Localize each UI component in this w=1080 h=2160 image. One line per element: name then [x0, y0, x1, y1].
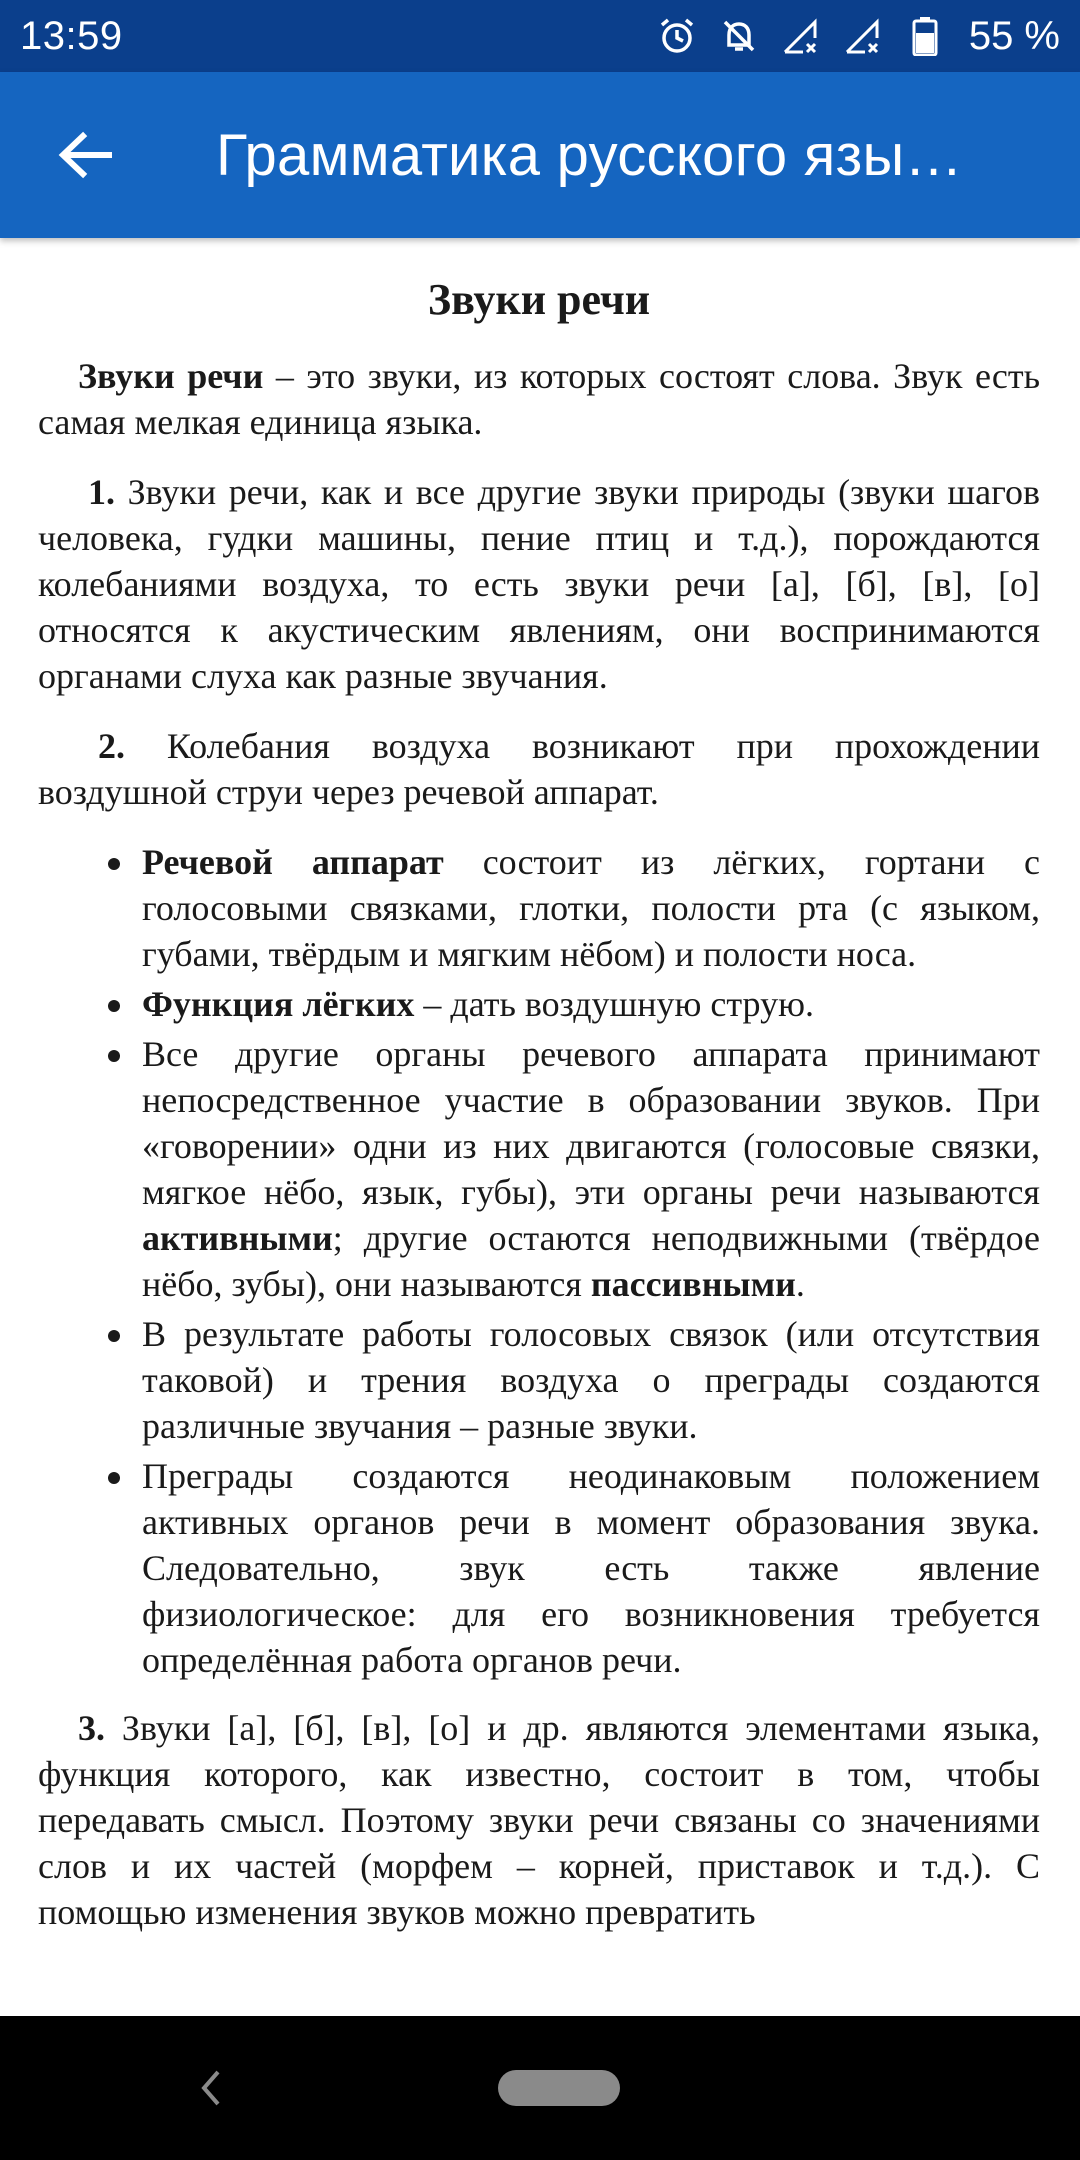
- app-bar: [0, 72, 1080, 238]
- bullet-dot-icon: [108, 1330, 120, 1342]
- bullet-dot-icon: [108, 1000, 120, 1012]
- paragraph-1-text: Звуки речи, как и все другие звуки природы (звуки шагов человека, гудки машины, пение птиц и т.д.), порождаются колебаниями воздуха, то есть звуки речи [а], [б], [в], [о] относятся к акустическим явлениям, они воспринимаются органами слуха как разные звучания.: [38, 472, 1040, 696]
- list-item-text: Преграды создаются неодинаковым положением активных органов речи в момент образования звука. Следовательно, звук есть также явление физиологическое: для его возникновения требуется определённая работа органов речи.: [142, 1456, 1040, 1680]
- paragraph-3: [38, 1705, 1040, 1935]
- bullet-list: [38, 839, 1040, 1683]
- list-item: [38, 839, 1040, 977]
- article-title: Звуки речи: [427, 275, 651, 324]
- status-bar: [0, 0, 1080, 72]
- paragraph-1: [38, 469, 1040, 699]
- intro-paragraph: [38, 353, 1040, 445]
- list-item-text: .: [795, 1264, 805, 1304]
- intro-text: – это звуки, из которых состоят слова. Звук есть самая мелкая единица языка.: [38, 356, 1040, 442]
- paragraph-2: [38, 723, 1040, 815]
- back-button[interactable]: [40, 110, 130, 200]
- battery-percentage: 55 %: [968, 13, 1060, 58]
- bullet-dot-icon: [108, 858, 120, 870]
- list-item-bold: Функция лёгких: [142, 984, 415, 1024]
- arrow-back-icon: [57, 130, 113, 180]
- status-icons: [655, 14, 1060, 59]
- list-item-text: ; другие остаются неподвижными (твёрдое нёбо, зубы), они называются: [142, 1218, 1040, 1304]
- alarm-icon: [655, 14, 699, 58]
- paragraph-1-number: 1.: [88, 472, 115, 512]
- list-item-text: состоит из лёгких, гортани с голосовыми связками, глотки, полости рта (с языком, губами, твёрдым и мягким нёбом) и полости носа.: [142, 842, 1040, 974]
- list-item-text: В результате работы голосовых связок (или отсутствия таковой) и трения воздуха о преграды создаются различные звучания – разные звуки.: [142, 1314, 1040, 1446]
- home-pill-icon[interactable]: [498, 2070, 620, 2106]
- list-item-bold: пассивными: [590, 1264, 796, 1304]
- status-time: 13:59: [20, 13, 123, 58]
- bullet-dot-icon: [108, 1050, 120, 1062]
- notifications-off-icon: [717, 14, 761, 58]
- signal-no-data-icon: [841, 14, 885, 58]
- nav-back-button[interactable]: [190, 2060, 230, 2116]
- paragraph-3-text: Звуки [а], [б], [в], [о] и др. являются элементами языка, функция которого, как известно, состоит в том, чтобы передавать смысл. Поэтому звуки речи связаны со значениями слов и их частей (морфем – корней, приставок и т.д.). С помощью изменения звуков можно превратить: [38, 1708, 1040, 1932]
- page-title: Грамматика русского язы…: [216, 122, 963, 188]
- list-item: [38, 1031, 1040, 1307]
- list-item-bold: Речевой аппарат: [142, 842, 444, 882]
- paragraph-2-text: Колебания воздуха возникают при прохождении воздушной струи через речевой аппарат.: [38, 726, 1040, 812]
- paragraph-2-number: 2.: [98, 726, 125, 766]
- list-item: [38, 1453, 1040, 1683]
- list-item-bold: активными: [142, 1218, 333, 1258]
- list-item-text: – дать воздушную струю.: [414, 984, 814, 1024]
- paragraph-3-number: 3.: [78, 1708, 105, 1748]
- navigation-bar: [0, 2016, 1080, 2160]
- list-item: [38, 1311, 1040, 1449]
- intro-bold: Звуки речи: [78, 356, 264, 396]
- bullet-dot-icon: [108, 1472, 120, 1484]
- nav-back-icon: [198, 2068, 222, 2108]
- list-item-text: Все другие органы речевого аппарата принимают непосредственное участие в образовании звуков. При «говорении» одни из них двигаются (голосовые связки, мягкое нёбо, язык, губы), эти органы речи называются: [142, 1034, 1040, 1212]
- list-item: [38, 981, 1040, 1027]
- signal-no-data-icon: [779, 14, 823, 58]
- battery-icon: [903, 14, 947, 58]
- article-content[interactable]: [0, 238, 1080, 2016]
